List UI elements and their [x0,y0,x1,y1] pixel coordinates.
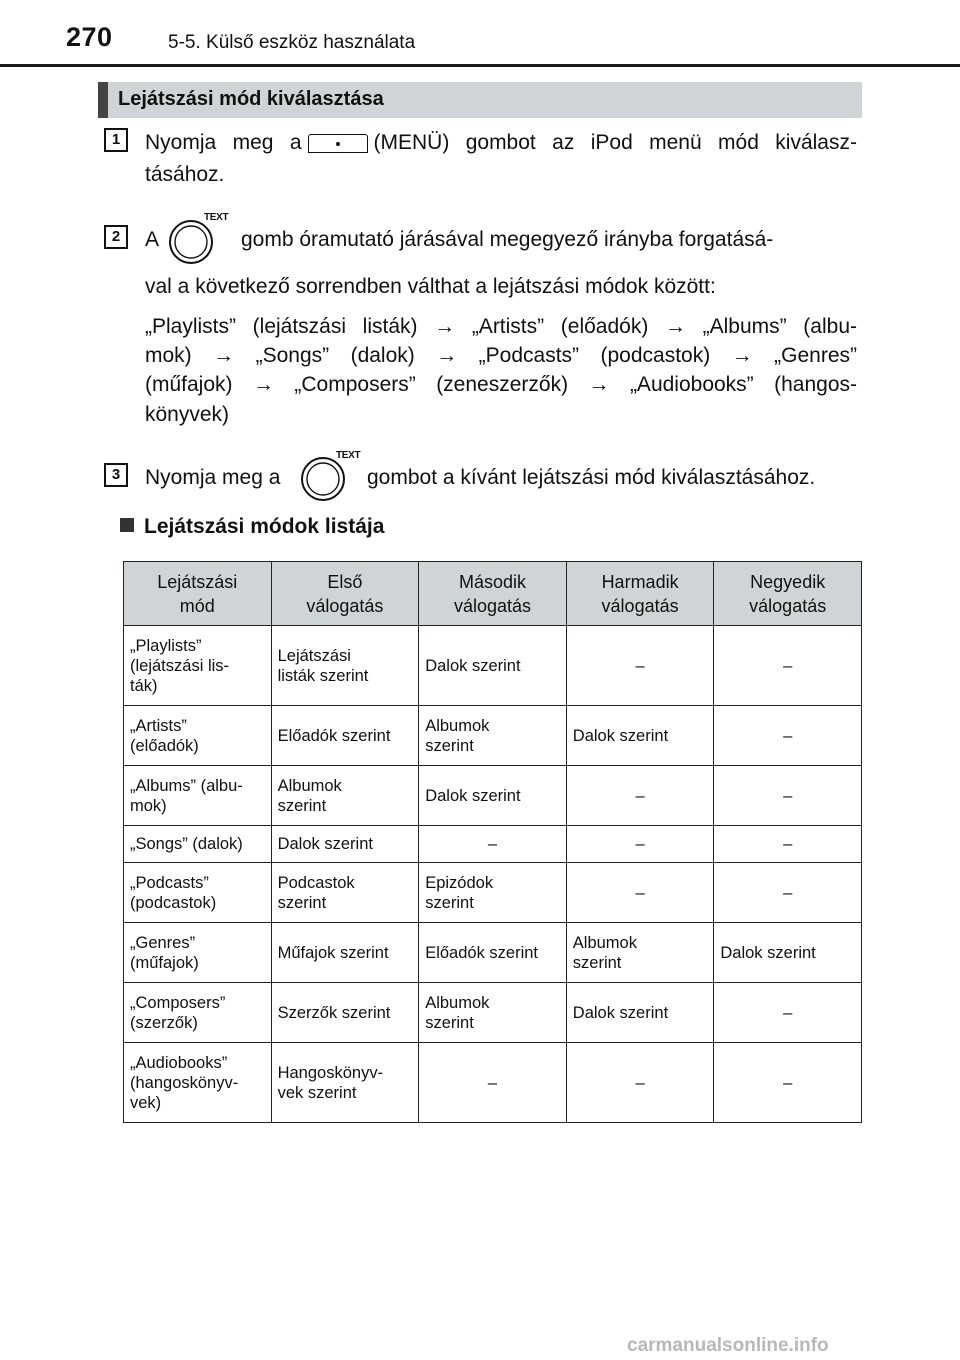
table-cell-text: „Artists” [130,716,187,735]
table-cell-text: „Songs” (dalok) [130,835,243,853]
table-cell-text: „Podcasts” [130,873,209,892]
table-cell [419,706,567,766]
text-knob-icon [300,456,346,502]
column-header [419,562,567,626]
table-cell [714,923,862,983]
table-cell-text: – [635,656,645,675]
table-cell [566,1043,714,1123]
table-cell-text: Dalok szerint [425,786,521,805]
table-cell-text: (műfajok) [130,953,199,972]
table-cell [271,826,419,863]
table-row [124,766,862,826]
table-cell-text: Szerzők szerint [277,1003,391,1022]
table-cell [714,983,862,1043]
list-heading [120,515,384,539]
menu-button-icon [308,134,368,153]
table-cell [714,626,862,706]
column-header-text: Első [327,571,363,592]
column-header [566,562,714,626]
table-cell-text: vek) [130,1093,162,1112]
table-cell [566,626,714,706]
table-row [124,863,862,923]
table-cell [124,706,272,766]
column-header-text: Lejátszási [157,571,238,592]
table-row [124,826,862,863]
table-cell-text: (szerzők) [130,1013,198,1032]
table-cell [566,923,714,983]
table-cell [124,626,272,706]
table-cell [714,826,862,863]
table-cell-text: Lejátszási [277,646,351,665]
step-3-line [145,463,857,493]
step-1-before: Nyomja meg a [145,131,302,154]
table-cell-text: szerint [277,893,327,912]
step-1-line-2: tásához. [145,163,225,186]
step-1-line-1 [145,128,857,158]
table-cell [714,1043,862,1123]
table-cell-text: listák szerint [277,666,369,685]
table-cell-text: Hangoskönyv- [277,1063,384,1082]
table-cell [271,1043,419,1123]
section-title-bar [98,82,862,118]
column-header-text: mód [179,595,215,616]
playback-modes-table [123,561,862,1123]
table-cell [566,826,714,863]
table-row [124,923,862,983]
mode-order-line-3: (műfajok) → „Composers” (zeneszerzők) → „Audiobooks” (hangos- [145,373,857,396]
table-cell-text: „Playlists” [130,636,202,655]
page-number: 270 [66,22,113,52]
table-cell [419,766,567,826]
table-cell-text: „Genres” [130,933,196,952]
table-cell-text: ták) [130,676,158,695]
mode-order-line-1: „Playlists” (lejátszási listák) → „Artists” (előadók) → „Albums” (albu- [145,315,857,338]
table-cell-text: Epizódok [425,873,494,892]
table-cell-text: „Audiobooks” [130,1053,228,1072]
list-heading-text: Lejátszási módok listája [144,515,385,538]
watermark: carmanualsonline.info [627,1335,829,1356]
table-cell [566,706,714,766]
step-number-1: 1 [104,128,128,152]
table-cell [419,626,567,706]
table-cell [419,863,567,923]
table-cell [124,983,272,1043]
table-cell-text: mok) [130,796,167,815]
column-header [714,562,862,626]
table-cell-text: Műfajok szerint [277,943,389,962]
table-cell [419,983,567,1043]
table-cell-text: – [487,1073,498,1092]
column-header [271,562,419,626]
table-cell-text: Dalok szerint [720,943,816,962]
column-header-text: válogatás [306,595,384,616]
step-1-after: (MENÜ) gombot az iPod menü mód kiválasz- [373,131,857,154]
column-header-text: Második [458,571,526,592]
column-header [124,562,272,626]
table-cell [566,766,714,826]
mode-order-line-4: könyvek) [145,403,230,426]
table-cell-text: – [783,1073,793,1092]
table-cell [124,1043,272,1123]
step-number-2: 2 [104,225,128,249]
table-row [124,983,862,1043]
text-knob-icon [168,219,214,265]
table-cell-text: Dalok szerint [572,726,669,745]
step-2-after: gomb óramutató járásával megegyező irányba forgatásá- [241,228,774,251]
knob-text-label: TEXT [336,450,361,461]
table-cell [271,863,419,923]
table-header-row [124,562,862,626]
table-cell-text: Dalok szerint [277,835,373,853]
table-cell-text: – [783,835,793,853]
table-cell-text: – [783,656,793,675]
chapter-title: 5-5. Külső eszköz használata [168,32,416,53]
table-cell [566,863,714,923]
table-cell-text: szerint [572,953,622,972]
table-cell [714,706,862,766]
section-title: Lejátszási mód kiválasztása [118,88,384,110]
table-cell-text: Előadók szerint [425,943,538,962]
table-cell-text: (podcastok) [130,893,217,912]
table-cell-text: – [487,835,498,853]
table-cell-text: szerint [425,893,474,912]
table-cell-text: vek szerint [277,1083,357,1102]
table-cell-text: (előadók) [130,736,199,755]
column-header-text: Negyedik [750,571,826,592]
column-header-text: Harmadik [601,571,679,592]
mode-order-line-2: mok) → „Songs” (dalok) → „Podcasts” (podcastok) → „Genres” [145,344,857,367]
table-cell-text: Albumok [572,933,637,952]
table-cell [419,923,567,983]
table-cell [124,766,272,826]
header-rule [0,64,960,67]
table-cell [714,863,862,923]
table-cell [714,766,862,826]
table-cell-text: – [635,786,645,805]
column-header-text: válogatás [749,595,827,616]
table-cell-text: Podcastok [277,873,355,892]
step-number-3: 3 [104,463,128,487]
table-cell [566,983,714,1043]
table-cell [271,626,419,706]
table-cell-text: szerint [277,796,327,815]
table-cell-text: – [783,1003,793,1022]
step-3-before: Nyomja meg a [145,466,281,489]
table-cell-text: szerint [425,1013,474,1032]
column-header-text: válogatás [601,595,679,616]
table-cell [271,706,419,766]
table-cell-text: – [783,786,793,805]
table-cell-text: – [635,883,645,902]
table-cell-text: – [635,1073,645,1092]
table-cell-text: Dalok szerint [572,1003,669,1022]
table-cell-text: – [635,835,645,853]
table-cell-text: Albumok [425,716,490,735]
table-cell [124,863,272,923]
table-cell-text: Albumok [277,776,342,795]
step-3-after: gombot a kívánt lejátszási mód kiválasztásához. [367,466,816,489]
table-cell-text: (hangoskönyv- [130,1073,239,1092]
table-row [124,706,862,766]
table-cell [271,766,419,826]
table-cell [419,1043,567,1123]
column-header-text: válogatás [453,595,532,616]
table-row [124,1043,862,1123]
table-cell-text: Albumok [425,993,490,1012]
table-cell-text: – [783,883,793,902]
table-cell [271,983,419,1043]
table-cell [124,923,272,983]
table-row [124,626,862,706]
step-2-line-1 [145,225,857,255]
table-cell-text: szerint [425,736,474,755]
table-cell-text: Dalok szerint [425,656,521,675]
knob-text-label: TEXT [204,212,229,223]
table-cell [271,923,419,983]
step-2-lead: A [145,228,160,251]
square-bullet-icon [120,518,134,532]
table-cell-text: „Albums” (albu- [130,776,243,795]
table-cell [419,826,567,863]
table-cell [124,826,272,863]
table-cell-text: (lejátszási lis- [130,656,230,675]
table-cell-text: Előadók szerint [277,726,391,745]
table-cell-text: „Composers” [130,993,226,1012]
table-cell-text: – [783,726,793,745]
step-2-line-2: val a következő sorrendben válthat a lejátszási módok között: [145,275,716,298]
